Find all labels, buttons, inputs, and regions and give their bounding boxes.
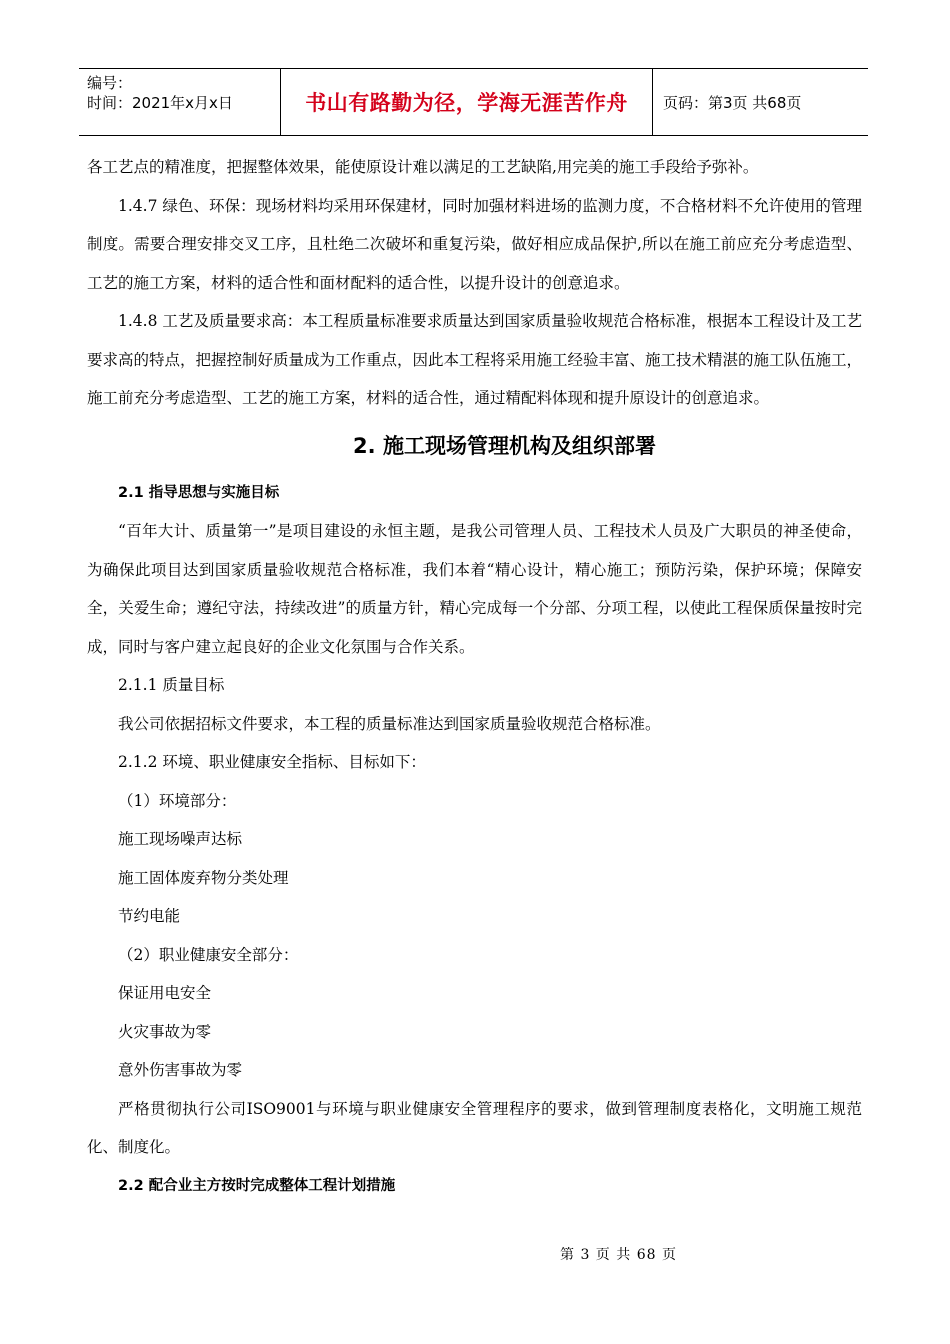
paragraph-iso-compliance: 严格贯彻执行公司ISO9001与环境与职业健康安全管理程序的要求，做到管理制度表格化，文明施工规范化、制度化。 bbox=[87, 1099, 862, 1156]
ohs-item: 保证用电安全 bbox=[118, 984, 212, 1002]
env-section-title: （1）环境部分： bbox=[118, 791, 237, 810]
section-2-2-title: 2.2 配合业主方按时完成整体工程计划措施 bbox=[118, 1177, 396, 1194]
paragraph-continued: 各工艺点的精准度，把握整体效果，能使原设计难以满足的工艺缺陷,用完美的施工手段给予弥补。 bbox=[87, 158, 759, 176]
header-number-label: 编号： bbox=[87, 74, 133, 92]
paragraph-1-4-8: 1.4.8 工艺及质量要求高：本工程质量标准要求质量达到国家质量验收规范合格标准，根据本工程设计及工艺要求高的特点，把握控制好质量成为工作重点，因此本工程将采用施工经验丰富、施工技术精湛的施工队伍施工，施工前充分考虑造型、工艺的施工方案，材料的适合性，通过精配料体现和提升原设计的创意追求。 bbox=[87, 312, 863, 407]
subsection-2-1-2: 2.1.2 环境、职业健康安全指标、目标如下： bbox=[118, 753, 426, 771]
ohs-section-title: （2）职业健康安全部分： bbox=[118, 945, 299, 964]
env-item: 施工固体废弃物分类处理 bbox=[118, 868, 289, 887]
header-date-label: 时间：2021年x月x日 bbox=[87, 94, 233, 112]
page-footer: 第 3 页 共 68 页 bbox=[560, 1247, 677, 1263]
section-2-1-title: 2.1 指导思想与实施目标 bbox=[118, 484, 280, 501]
section-2-title: 2. 施工现场管理机构及组织部署 bbox=[353, 433, 656, 458]
paragraph-quality-goal: 我公司依据招标文件要求，本工程的质量标准达到国家质量验收规范合格标准。 bbox=[118, 714, 661, 733]
subsection-2-1-1: 2.1.1 质量目标 bbox=[118, 676, 225, 694]
paragraph-1-4-7: 1.4.7 绿色、环保：现场材料均采用环保建材，同时加强材料进场的监测力度，不合格材料不允许使用的管理制度。需要合理安排交叉工序，且杜绝二次破坏和重复污染，做好相应成品保护,所以在施工前应充分考虑造型、工艺的施工方案，材料的适合性和面材配料的适合性，以提升设计的创意追求。 bbox=[87, 196, 862, 292]
env-item: 节约电能 bbox=[118, 907, 181, 925]
paragraph-quality-policy: “百年大计、质量第一”是项目建设的永恒主题，是我公司管理人员、工程技术人员及广大职员的神圣使命，为确保此项目达到国家质量验收规范合格标准，我们本着“精心设计，精心施工；预防污染，保护环境；保障安全，关爱生命；遵纪守法，持续改进”的质量方针，精心完成每一个分部、分项工程，以使此工程保质保量按时完成，同时与客户建立起良好的企业文化氛围与合作关系。 bbox=[87, 522, 862, 656]
header-page-info: 页码：第3页 共68页 bbox=[663, 93, 802, 112]
ohs-item: 火灾事故为零 bbox=[118, 1022, 212, 1041]
header-motto: 书山有路勤为径，学海无涯苦作舟 bbox=[281, 69, 653, 135]
page-header bbox=[79, 68, 868, 136]
header-meta bbox=[79, 69, 281, 135]
ohs-item: 意外伤害事故为零 bbox=[118, 1061, 243, 1079]
document-body bbox=[87, 148, 862, 1205]
env-item: 施工现场噪声达标 bbox=[118, 830, 243, 848]
